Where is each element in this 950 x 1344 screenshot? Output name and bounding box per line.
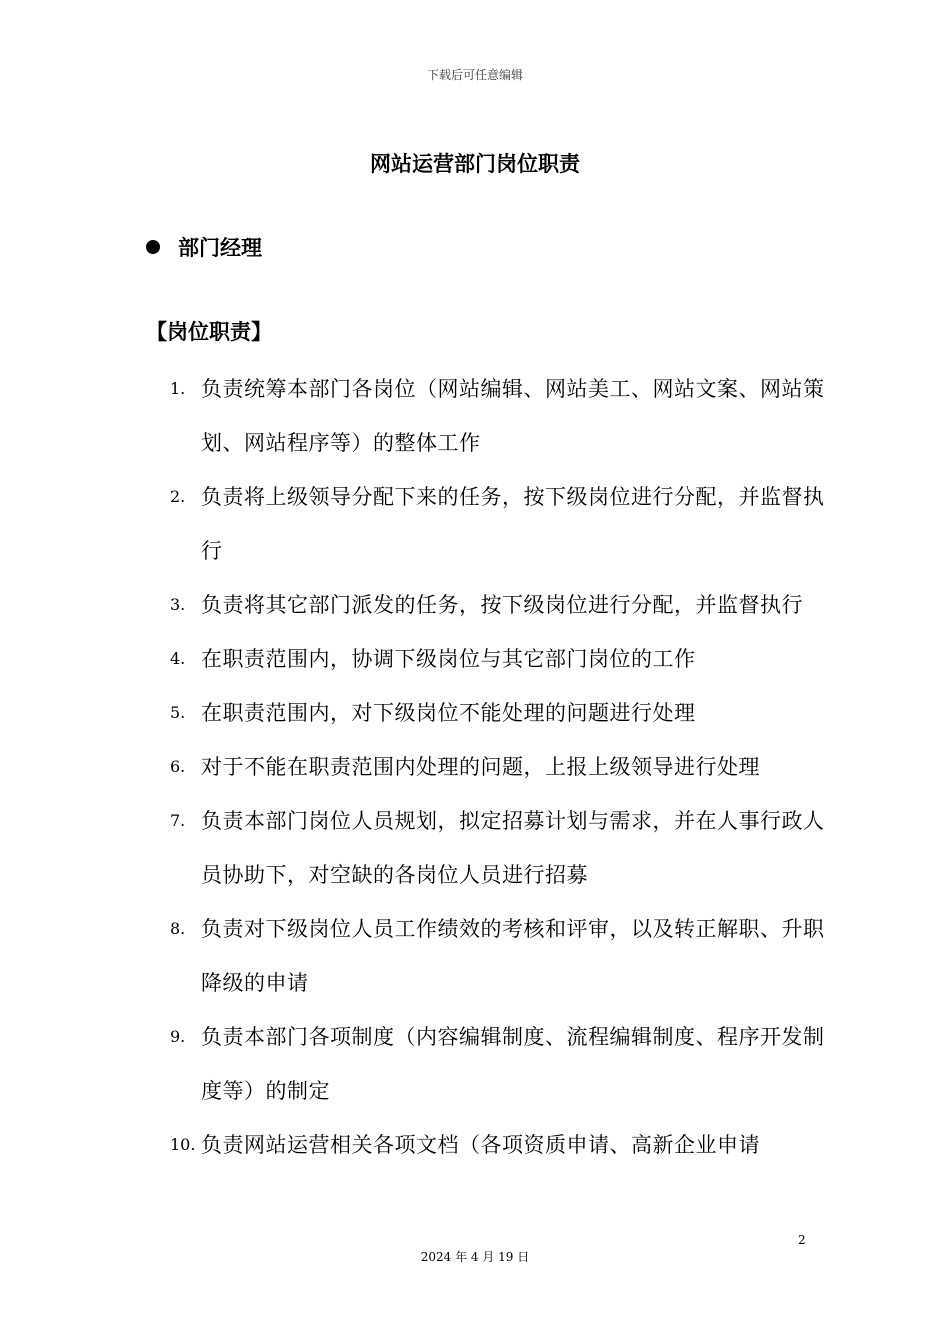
- list-item-text: 在职责范围内，协调下级岗位与其它部门岗位的工作: [201, 647, 696, 671]
- list-item-text: 负责将上级领导分配下来的任务，按下级岗位进行分配，并监督执行: [201, 485, 825, 563]
- list-item-number: 4.: [170, 649, 186, 668]
- list-item-number: 6.: [170, 757, 186, 776]
- list-item-text: 在职责范围内，对下级岗位不能处理的问题进行处理: [201, 701, 696, 725]
- list-item-number: 3.: [170, 595, 186, 614]
- duties-heading: 【岗位职责】: [146, 320, 272, 344]
- list-item-text: 负责本部门各项制度（内容编辑制度、流程编辑制度、程序开发制度等）的制定: [201, 1025, 825, 1103]
- list-item-number: 8.: [170, 919, 186, 938]
- section-heading-label: 部门经理: [178, 236, 262, 260]
- list-item: [170, 686, 830, 740]
- list-item: [170, 578, 830, 632]
- list-item-number: 10.: [170, 1135, 196, 1154]
- list-item: [170, 632, 830, 686]
- list-item-text: 对于不能在职责范围内处理的问题，上报上级领导进行处理: [201, 755, 760, 779]
- list-item: [170, 794, 830, 902]
- footer-date: 2024 年 4 月 19 日: [420, 1250, 530, 1264]
- list-item: [170, 1010, 830, 1118]
- list-item-number: 2.: [170, 487, 186, 506]
- section-heading: [146, 232, 262, 262]
- list-item-text: 负责网站运营相关各项文档（各项资质申请、高新企业申请: [201, 1133, 760, 1157]
- list-item-text: 负责对下级岗位人员工作绩效的考核和评审，以及转正解职、升职降级的申请: [201, 917, 825, 995]
- header-note: 下载后可任意编辑: [426, 68, 523, 82]
- list-item-number: 5.: [170, 703, 186, 722]
- list-item-text: 负责将其它部门派发的任务，按下级岗位进行分配，并监督执行: [201, 593, 803, 617]
- list-item-number: 9.: [170, 1027, 186, 1046]
- list-item-number: 7.: [170, 811, 186, 830]
- list-item: [170, 740, 830, 794]
- bullet-icon: [146, 240, 160, 254]
- list-item-text: 负责统筹本部门各岗位（网站编辑、网站美工、网站文案、网站策划、网站程序等）的整体工作: [201, 377, 825, 455]
- list-item: [170, 902, 830, 1010]
- document-title: 网站运营部门岗位职责: [370, 152, 580, 176]
- page-number: 2: [798, 1233, 806, 1247]
- list-item: [170, 362, 830, 470]
- duties-list: [170, 362, 830, 1172]
- list-item-number: 1.: [170, 379, 186, 398]
- list-item-text: 负责本部门岗位人员规划，拟定招募计划与需求，并在人事行政人员协助下，对空缺的各岗位人员进行招募: [201, 809, 825, 887]
- list-item: [170, 470, 830, 578]
- list-item: [170, 1118, 830, 1172]
